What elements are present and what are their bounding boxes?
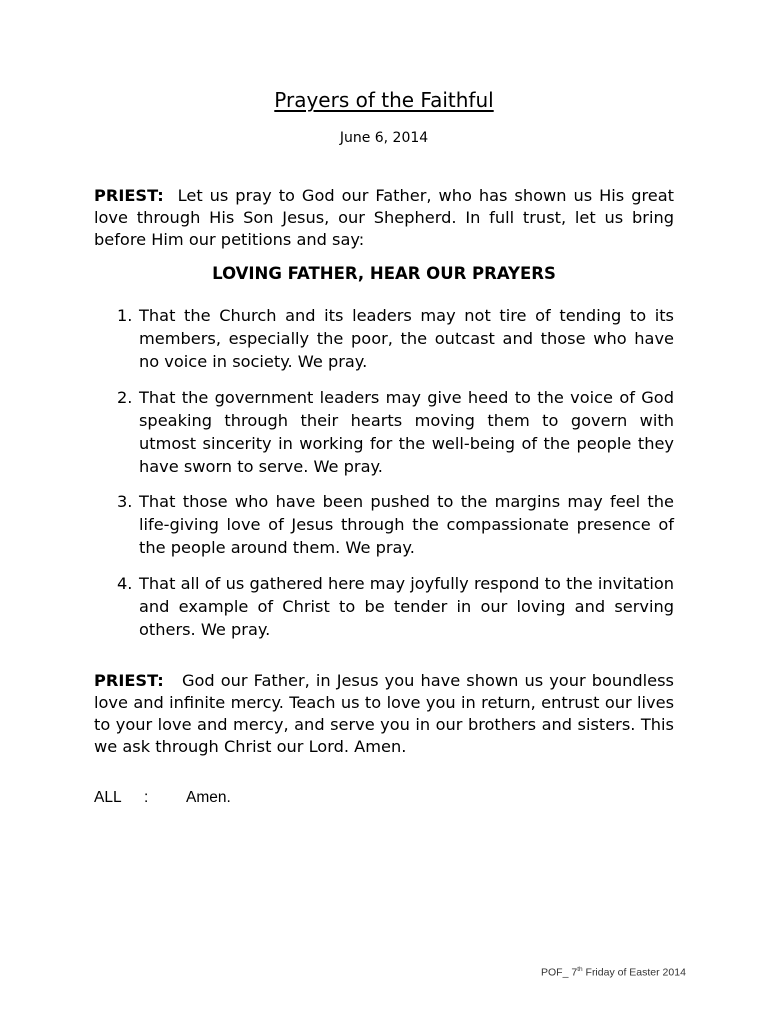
list-item [110,386,674,478]
footer-superscript: th [577,966,583,973]
petition-text: That the government leaders may give heed to the voice of God speaking through their hearts moving them to govern with utmost sincerity in working for the well-being of the people they have sworn to serve. We pray. [139,387,674,476]
petition-text: That the Church and its leaders may not tire of tending to its members, especially the poor, the outcast and those who have no voice in society. We pray. [139,306,674,371]
closing-text: God our Father, in Jesus you have shown us your boundless love and infinite mercy. Teach us to love you in return, entrust our lives to your love and mercy, and serve you in our brothers and sisters. This we ask through Christ our Lord. Amen. [94,671,674,756]
petition-list [110,304,674,653]
petition-number: 1. [117,306,133,325]
footer-prefix: POF_ 7 [541,966,578,979]
all-label: ALL [94,789,122,806]
petition-text: That those who have been pushed to the margins may feel the life-giving love of Jesus through the compassionate presence of the people around them. We pray. [139,492,674,557]
list-item [110,490,674,559]
petition-text: That all of us gathered here may joyfully respond to the invitation and example of Christ to be tender in our loving and serving others. We pray. [139,573,674,639]
all-separator: : [144,789,149,806]
list-item [110,304,674,373]
footer-suffix: Friday of Easter 2014 [582,966,686,979]
document-date: June 6, 2014 [339,130,429,146]
closing-prayer [94,670,674,758]
page-footer [541,966,686,979]
response-refrain: LOVING FATHER, HEAR OUR PRAYERS [212,264,556,283]
priest-label: PRIEST: [94,671,164,690]
intro-prayer [94,185,674,251]
petition-number: 4. [117,573,133,593]
priest-label: PRIEST: [94,186,164,205]
document-title: Prayers of the Faithful [274,88,494,112]
all-amen: Amen. [186,789,231,806]
list-item [110,572,674,641]
intro-text: Let us pray to God our Father, who has shown us His great love through His Son Jesus, our Shepherd. In full trust, let us bring before Him our petitions and say: [94,186,674,249]
petition-number: 2. [117,387,133,407]
petition-number: 3. [117,492,133,511]
